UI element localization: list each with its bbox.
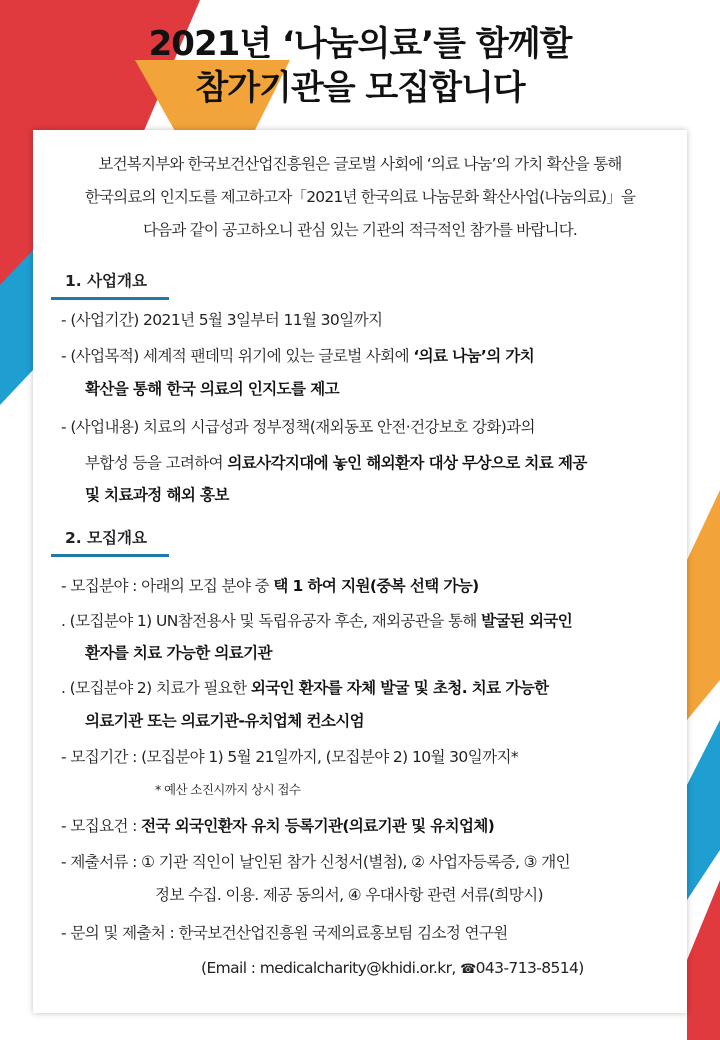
recruit-field-1-line-2 xyxy=(85,641,272,665)
intro-line-2: 한국의료의 인지도를 제고하고자「2021년 한국의료 나눔문화 확산사업(나눔의료)」을 xyxy=(84,188,636,206)
project-purpose-line-2 xyxy=(85,377,339,401)
intro-line-1: 보건복지부와 한국보건산업진흥원은 글로벌 사회에 ‘의료 나눔’의 가치 확산을 통해 xyxy=(98,155,622,173)
section-2-underline xyxy=(51,554,169,557)
notice-card xyxy=(33,130,687,1013)
intro-paragraph xyxy=(33,148,687,247)
phone-icon: ☎ xyxy=(460,962,476,977)
recruit-period-note: * 예산 소진시까지 상시 접수 xyxy=(155,782,301,797)
section-1-heading-text: 1. 사업개요 xyxy=(65,272,147,290)
submit-docs-line-2: 정보 수집. 이용. 제공 동의서, ④ 우대사항 관련 서류(희망시) xyxy=(155,886,543,904)
section-1-underline xyxy=(51,297,169,300)
page-title xyxy=(0,22,720,110)
contact-line-2 xyxy=(201,956,584,982)
field2-text: . (모집분야 2) 치료가 필요한 xyxy=(61,679,251,697)
section-1-heading xyxy=(51,270,171,300)
field1-bold: 발굴된 외국인 xyxy=(481,612,573,630)
recruit-field-2-line-1 xyxy=(61,676,548,700)
purpose-bold: ‘의료 나눔’의 가치 xyxy=(413,347,535,365)
req-text: - 모집요건 : xyxy=(61,817,142,835)
field-bold: 택 1 하여 지원(중복 선택 가능) xyxy=(273,577,479,595)
field1-text: . (모집분야 1) UN참전용사 및 독립유공자 후손, 재외공관을 통해 xyxy=(61,612,482,630)
title-line-2: 참가기관을 모집합니다 xyxy=(195,68,525,108)
field2-bold-2: 의료기관 또는 의료기관-유치업체 컨소시엄 xyxy=(85,712,364,730)
recruit-field-1-line-1 xyxy=(61,609,572,633)
recruit-requirement xyxy=(61,814,494,838)
title-line-1: 2021년 ‘나눔의료’를 함께할 xyxy=(148,24,572,64)
content-bold: 의료사각지대에 놓인 해외환자 대상 무상으로 치료 제공 xyxy=(227,454,587,472)
field2-bold: 외국인 환자를 자체 발굴 및 초청. 치료 가능한 xyxy=(250,679,549,697)
recruit-field xyxy=(61,574,479,598)
project-content-line-1: - (사업내용) 치료의 시급성과 정부정책(재외동포 안전·건강보호 강화)과의 xyxy=(61,418,535,436)
purpose-text: - (사업목적) 세계적 팬데믹 위기에 있는 글로벌 사회에 xyxy=(61,347,414,365)
field1-bold-2: 환자를 치료 가능한 의료기관 xyxy=(85,644,272,662)
req-bold: 전국 외국인환자 유치 등록기관(의료기관 및 유치업체) xyxy=(141,817,495,835)
project-content-line-2 xyxy=(85,451,587,475)
orange-shape-right xyxy=(687,490,720,720)
content-text: 부합성 등을 고려하여 xyxy=(85,454,228,472)
intro-line-3: 다음과 같이 공고하오니 관심 있는 기관의 적극적인 참가를 바랍니다. xyxy=(143,221,577,239)
project-period: - (사업기간) 2021년 5월 3일부터 11월 30일까지 xyxy=(61,311,383,329)
content-bold-2: 및 치료과정 해외 홍보 xyxy=(85,486,229,504)
submit-docs-line-1: - 제출서류 : ① 기관 직인이 날인된 참가 신청서(별첨), ② 사업자등록증, ③ 개인 xyxy=(61,853,571,871)
field-text: - 모집분야 : 아래의 모집 분야 중 xyxy=(61,577,274,595)
blue-shape-right xyxy=(687,720,720,900)
red-shape-bottom-right xyxy=(687,880,720,1040)
section-2-heading xyxy=(51,527,171,557)
contact-line-1: - 문의 및 제출처 : 한국보건산업진흥원 국제의료홍보팀 김소정 연구원 xyxy=(61,924,508,942)
project-purpose-line-1 xyxy=(61,344,534,368)
recruit-period: - 모집기간 : (모집분야 1) 5월 21일까지, (모집분야 2) 10월 30일까지* xyxy=(61,748,518,766)
section-2-heading-text: 2. 모집개요 xyxy=(65,529,147,547)
purpose-bold-2: 확산을 통해 한국 의료의 인지도를 제고 xyxy=(85,380,339,398)
project-content-line-3 xyxy=(85,483,229,507)
recruit-field-2-line-2 xyxy=(85,709,364,733)
contact-phone: 043-713-8514) xyxy=(475,959,584,977)
contact-email: (Email : medicalcharity@khidi.or.kr, xyxy=(201,959,456,977)
